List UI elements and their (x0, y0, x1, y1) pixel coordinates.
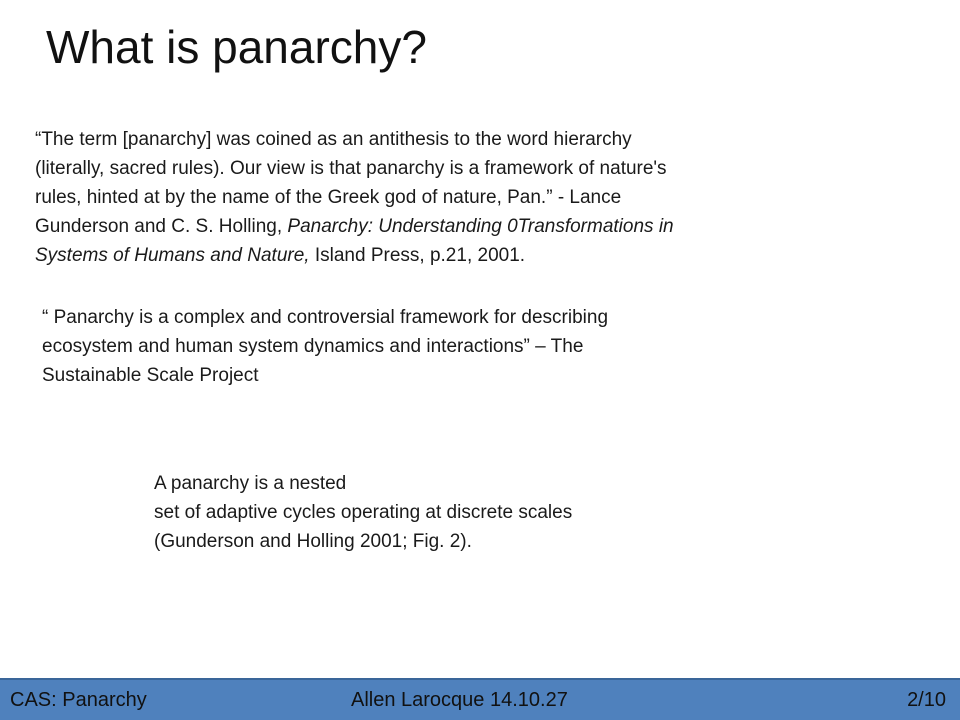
holling-quote-line-1: “The term [panarchy] was coined as an antithesis to the word hierarchy (35, 129, 632, 150)
panarchy-definition (154, 469, 674, 556)
holling-quote-book-title-part-2: Systems of Humans and Nature, (35, 245, 310, 266)
slide-title: What is panarchy? (46, 21, 427, 73)
panarchy-definition-line-1: A panarchy is a nested (154, 473, 347, 494)
slide-footer (0, 678, 960, 720)
panarchy-definition-line-3: (Gunderson and Holling 2001; Fig. 2). (154, 531, 472, 552)
footer-course-label: CAS: Panarchy (10, 689, 147, 711)
holling-quote-line-5 (35, 241, 780, 270)
holling-quote-line-2: (literally, sacred rules). Our view is that panarchy is a framework of nature's (35, 158, 667, 179)
holling-quote-publisher: Island Press, p.21, 2001. (309, 245, 526, 266)
sustainable-scale-quote-line-3: Sustainable Scale Project (42, 365, 259, 386)
sustainable-scale-quote-line-1: “ Panarchy is a complex and controversial framework for describing (42, 307, 609, 328)
holling-quote-book-title-part-1: Panarchy: Understanding 0Transformations in (287, 216, 674, 237)
sustainable-scale-quote-line-2: ecosystem and human system dynamics and interactions” – The (42, 336, 584, 357)
sustainable-scale-quote (42, 303, 722, 390)
holling-quote-authors: Gunderson and C. S. Holling, (35, 216, 288, 237)
panarchy-definition-line-2: set of adaptive cycles operating at discrete scales (154, 502, 573, 523)
holling-quote (35, 125, 780, 270)
holling-quote-line-3: rules, hinted at by the name of the Greek god of nature, Pan.” - Lance (35, 187, 622, 208)
footer-author-date: Allen Larocque 14.10.27 (351, 689, 568, 711)
footer-page-number: 2/10 (907, 689, 946, 711)
holling-quote-line-4 (35, 212, 780, 241)
